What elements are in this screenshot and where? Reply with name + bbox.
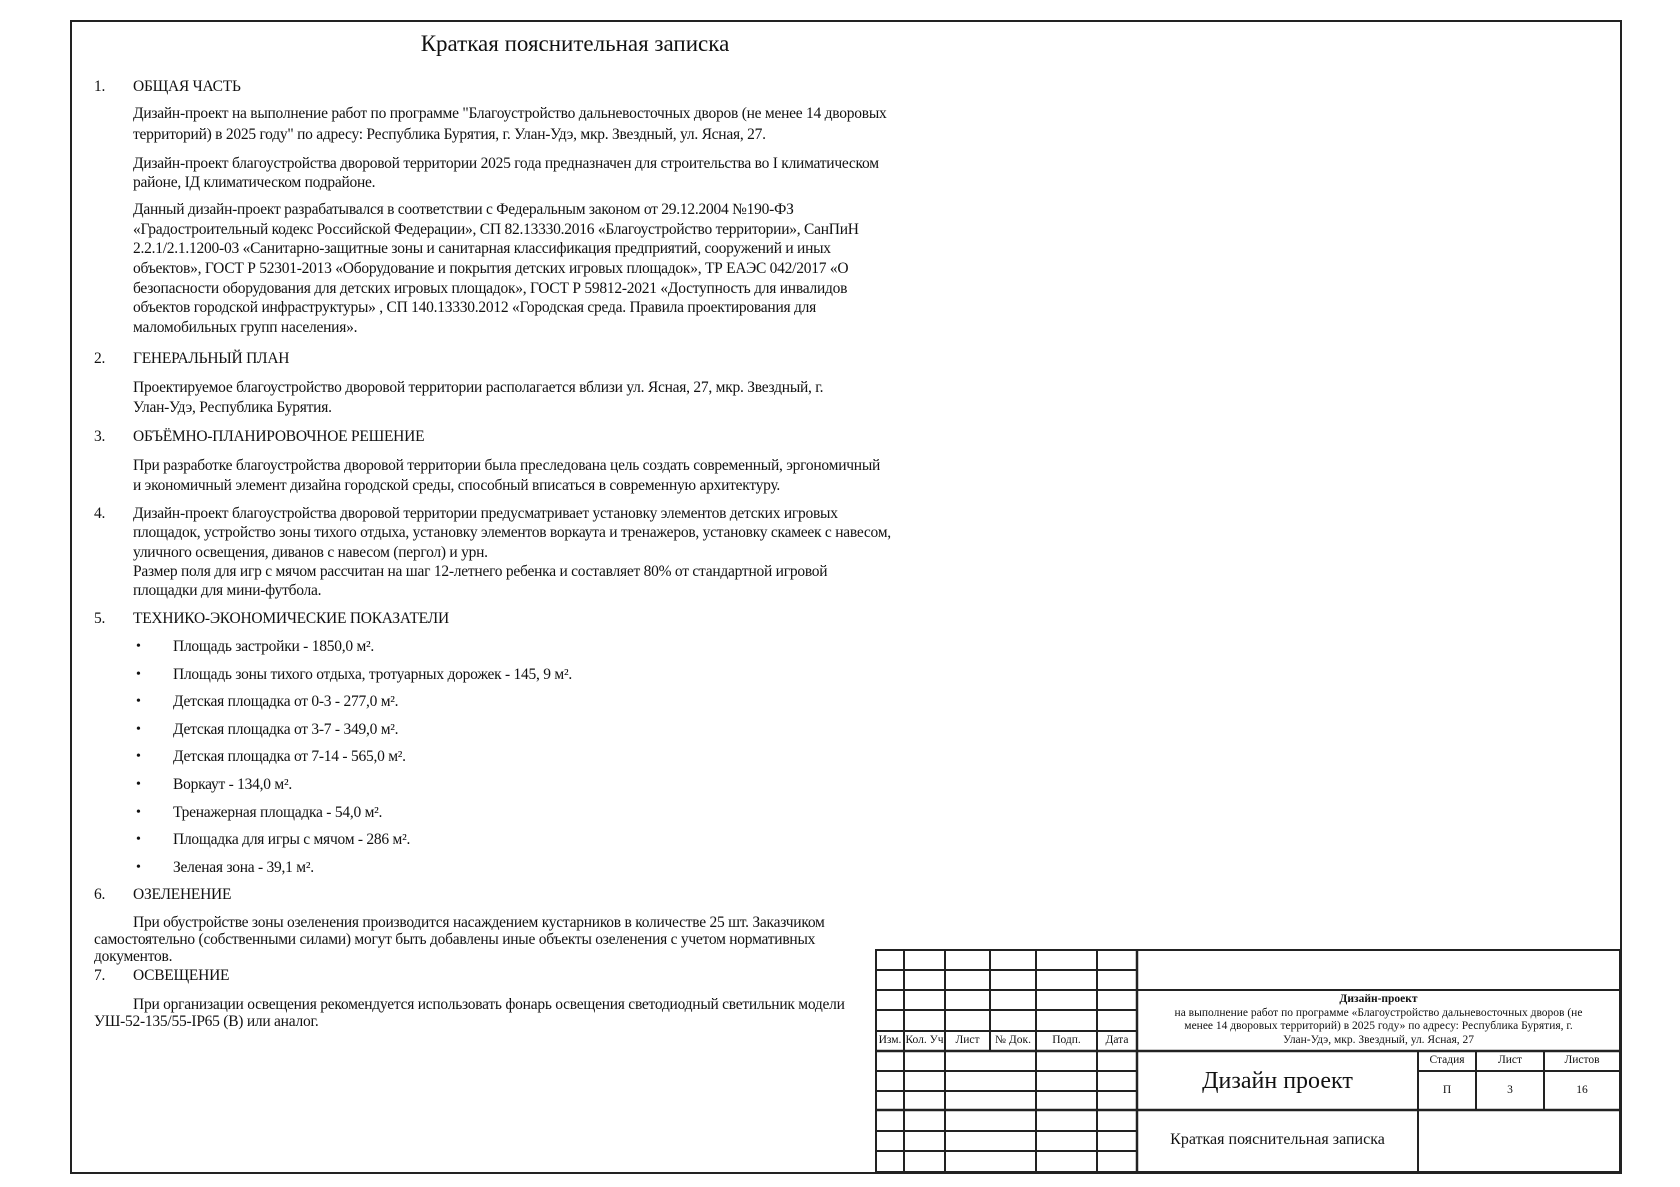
section-number: 4. [94,505,106,522]
paragraph-line: При организации освещения рекомендуется использовать фонарь освещения светодиодный светильник модели [133,996,845,1013]
project-description-line: на выполнение работ по программе «Благоустройство дальневосточных дворов (не [1174,1007,1583,1019]
paragraph-line: Проектируемое благоустройство дворовой территории располагается вблизи ул. Ясная, 27, мкр. Звездный, г. [133,379,824,396]
paragraph-line: уличного освещения, диванов с навесом (пергол) и урн. [133,544,488,561]
paragraph-line: Улан-Удэ, Республика Бурятия. [133,399,332,416]
indicator-item: Детская площадка от 7-14 - 565,0 м². [173,748,406,766]
column-header-date: Дата [1105,1034,1129,1046]
section-heading: ОСВЕЩЕНИЕ [133,967,230,984]
indicator-item: Детская площадка от 0-3 - 277,0 м². [173,693,399,711]
paragraph-line: Размер поля для игр с мячом рассчитан на шаг 12-летнего ребенка и составляет 80% от стандартной игровой [133,563,828,580]
paragraph-line: 2.2.1/2.1.1200-03 «Санитарно-защитные зоны и санитарная классификация предприятий, сооружений и иных [133,240,831,257]
paragraph-line: Данный дизайн-проект разрабатывался в соответствии с Федеральным законом от 29.12.2004 №190-ФЗ [133,201,794,218]
section-number: 3. [94,428,106,445]
paragraph-line: «Градостроительный кодекс Российской Федерации», СП 82.13330.2016 «Благоустройство территории», СанПиН [133,221,859,238]
paragraph-line: документов. [94,948,173,965]
bullet-icon: • [136,694,141,710]
project-description-line: менее 14 дворовых территорий) в 2025 году» по адресу: Республика Бурятия, г. [1184,1020,1573,1032]
section-heading: ОБЪЁМНО-ПЛАНИРОВОЧНОЕ РЕШЕНИЕ [133,428,425,445]
indicator-item: Площадь застройки - 1850,0 м². [173,638,375,655]
bullet-icon: • [136,777,141,792]
project-description-line: Улан-Удэ, мкр. Звездный, ул. Ясная, 27 [1282,1034,1475,1046]
section-heading: ТЕХНИКО-ЭКОНОМИЧЕСКИЕ ПОКАЗАТЕЛИ [133,610,449,627]
indicator-item: Детская площадка от 3-7 - 349,0 м². [173,720,399,738]
column-header-kol-uch: Кол. Уч [905,1034,944,1046]
section-number: 7. [94,967,106,984]
sheet-title: Краткая пояснительная записка [1170,1131,1385,1148]
indicator-item: Тренажерная площадка - 54,0 м². [173,803,383,821]
bullet-icon: • [136,832,141,848]
bullet-icon: • [136,749,141,765]
section-number: 5. [94,610,106,627]
stage-value: П [1442,1084,1452,1096]
paragraph-line: районе, IД климатическом подрайоне. [133,174,376,191]
column-header-izm: Изм. [878,1034,902,1046]
paragraph-line: Дизайн-проект благоустройства дворовой территории 2025 года предназначен для строительства во I климатическом [133,155,879,172]
stage-name: Дизайн проект [1202,1068,1353,1094]
indicator-item: Площадь зоны тихого отдыха, тротуарных дорожек - 145, 9 м². [173,665,572,683]
paragraph-line: При обустройстве зоны озеленения производится насаждением кустарников в количестве 25 шт. Заказчиком [133,914,825,931]
sheet-number: 3 [1507,1084,1513,1096]
page-title: Краткая пояснительная записка [420,31,730,56]
section-number: 6. [94,886,106,903]
column-header-doc-number: № Док. [995,1034,1031,1046]
paragraph-line: территорий) в 2025 году" по адресу: Республика Бурятия, г. Улан-Удэ, мкр. Звездный, ул. Ясная, 27. [133,126,766,143]
paragraph-line: самостоятельно (собственными силами) могут быть добавлены иные объекты озеленения с учетом нормативных [94,931,816,948]
section-heading: ОБЩАЯ ЧАСТЬ [133,78,241,95]
sheets-total-header: Листов [1564,1054,1600,1066]
paragraph-line: площадки для мини-футбола. [133,582,322,599]
section-number: 2. [94,350,106,367]
stage-header: Стадия [1429,1054,1465,1066]
bullet-icon: • [136,666,141,682]
paragraph-line: площадок, устройство зоны тихого отдыха, установку элементов воркаута и тренажеров, установку скамеек с навесом, [133,524,891,541]
bullet-icon: • [136,639,141,654]
paragraph-line: Дизайн-проект благоустройства дворовой территории предусматривает установку элементов детских игровых [133,505,838,522]
bullet-icon: • [136,804,141,820]
sheets-total: 16 [1576,1084,1588,1096]
indicator-item: Площадка для игры с мячом - 286 м². [173,831,411,849]
sheet-header: Лист [1497,1054,1523,1066]
indicator-item: Зеленая зона - 39,1 м². [173,858,314,876]
bullet-icon: • [136,721,141,737]
paragraph-line: УШ-52-135/55-IP65 (В) или аналог. [94,1013,319,1030]
section-heading: ГЕНЕРАЛЬНЫЙ ПЛАН [133,350,290,367]
paragraph-line: объектов», ГОСТ Р 52301-2013 «Оборудование и покрытия детских игровых площадок», ТР ЕАЭС 042/2017 «О [133,260,849,277]
paragraph-line: При разработке благоустройства дворовой территории была преследована цель создать современный, эргономичный [133,457,881,474]
paragraph-line: безопасности оборудования для детских игровых площадок», ГОСТ Р 59812-2021 «Доступность для инвалидов [133,280,848,297]
column-header-list: Лист [955,1034,980,1046]
paragraph-line: маломобильных групп населения». [133,319,358,336]
bullet-icon: • [136,859,141,875]
section-heading: ОЗЕЛЕНЕНИЕ [133,886,232,903]
column-header-signature: Подп. [1052,1034,1081,1046]
section-number: 1. [94,78,106,95]
project-heading: Дизайн-проект [1339,993,1418,1005]
paragraph-line: объектов городской инфраструктуры» , СП 140.13330.2012 «Городская среда. Правила проектирования для [133,299,816,316]
paragraph-line: Дизайн-проект на выполнение работ по программе "Благоустройство дальневосточных дворов (не менее 14 дворовых [133,105,887,122]
paragraph-line: и экономичный элемент дизайна городской среды, способный вписаться в современную архитектуру. [133,477,781,494]
indicator-item: Воркаут - 134,0 м². [173,776,292,793]
